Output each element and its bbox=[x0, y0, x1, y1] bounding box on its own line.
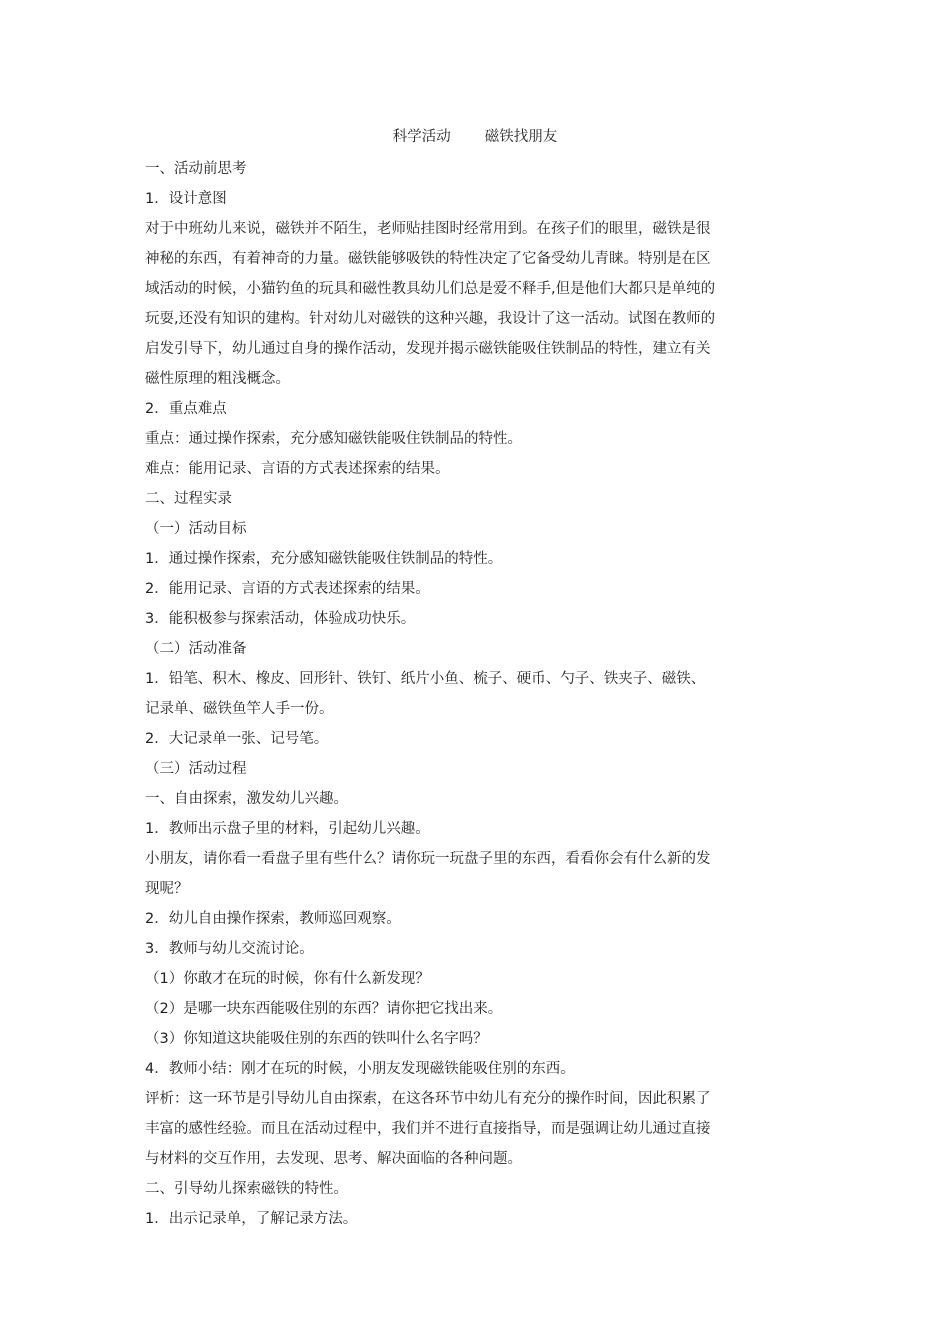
text-line: 与材料的交互作用，去发现、思考、解决面临的各种问题。 bbox=[145, 1151, 522, 1167]
title-subject: 科学活动 bbox=[392, 129, 451, 145]
text-line: 1．铅笔、积木、橡皮、回形针、铁钉、纸片小鱼、梳子、硬币、勺子、铁夹子、磁铁、 bbox=[145, 671, 706, 687]
text-line: 1．通过操作探索，充分感知磁铁能吸住铁制品的特性。 bbox=[145, 551, 503, 567]
text-line: （2）是哪一块东西能吸住别的东西？请你把它找出来。 bbox=[145, 1001, 503, 1017]
text-line: 域活动的时候，小猫钓鱼的玩具和磁性教具幼儿们总是爱不释手,但是他们大都只是单纯的 bbox=[145, 281, 716, 297]
document-body bbox=[145, 154, 807, 1234]
text-line: 玩耍,还没有知识的建构。针对幼儿对磁铁的这种兴趣，我设计了这一活动。试图在教师的 bbox=[145, 311, 716, 327]
text-line: （一）活动目标 bbox=[145, 521, 247, 537]
text-line: （三）活动过程 bbox=[145, 761, 247, 777]
text-line: （1）你敢才在玩的时候，你有什么新发现？ bbox=[145, 971, 430, 987]
text-line: 神秘的东西，有着神奇的力量。磁铁能够吸铁的特性决定了它备受幼儿青睐。特别是在区 bbox=[145, 251, 711, 267]
text-line: 二、引导幼儿探索磁铁的特性。 bbox=[145, 1181, 348, 1197]
document-title bbox=[0, 126, 950, 148]
text-line: 2．大记录单一张、记号笔。 bbox=[145, 731, 329, 747]
text-line: 1．出示记录单，了解记录方法。 bbox=[145, 1211, 358, 1227]
text-line: 对于中班幼儿来说，磁铁并不陌生，老师贴挂图时经常用到。在孩子们的眼里，磁铁是很 bbox=[145, 221, 711, 237]
text-line: 启发引导下，幼儿通过自身的操作活动，发现并揭示磁铁能吸住铁制品的特性，建立有关 bbox=[145, 341, 711, 357]
text-line: 一、活动前思考 bbox=[145, 161, 247, 177]
text-line: 评析：这一环节是引导幼儿自由探索，在这各环节中幼儿有充分的操作时间，因此积累了 bbox=[145, 1091, 711, 1107]
text-line: 重点：通过操作探索，充分感知磁铁能吸住铁制品的特性。 bbox=[145, 431, 522, 447]
text-line: （3）你知道这块能吸住别的东西的铁叫什么名字吗？ bbox=[145, 1031, 488, 1047]
text-line: 2．重点难点 bbox=[145, 401, 227, 417]
text-line: 1．教师出示盘子里的材料，引起幼儿兴趣。 bbox=[145, 821, 430, 837]
text-line: 难点：能用记录、言语的方式表述探索的结果。 bbox=[145, 461, 450, 477]
text-line: 4．教师小结：刚才在玩的时候，小朋友发现磁铁能吸住别的东西。 bbox=[145, 1061, 575, 1077]
text-line: 磁性原理的粗浅概念。 bbox=[145, 371, 290, 387]
text-line: 一、自由探索，激发幼儿兴趣。 bbox=[145, 791, 348, 807]
text-line: 2．幼儿自由操作探索，教师巡回观察。 bbox=[145, 911, 401, 927]
text-line: 记录单、磁铁鱼竿人手一份。 bbox=[145, 701, 334, 717]
text-line: （二）活动准备 bbox=[145, 641, 247, 657]
text-line: 丰富的感性经验。而且在活动过程中，我们并不进行直接指导，而是强调让幼儿通过直接 bbox=[145, 1121, 711, 1137]
text-line: 3．能积极参与探索活动，体验成功快乐。 bbox=[145, 611, 416, 627]
text-line: 现呢？ bbox=[145, 881, 189, 897]
text-line: 1．设计意图 bbox=[145, 191, 227, 207]
text-line: 二、过程实录 bbox=[145, 491, 232, 507]
title-topic: 磁铁找朋友 bbox=[484, 129, 558, 145]
text-line: 2．能用记录、言语的方式表述探索的结果。 bbox=[145, 581, 430, 597]
text-line: 3．教师与幼儿交流讨论。 bbox=[145, 941, 314, 957]
text-line: 小朋友，请你看一看盘子里有些什么？请你玩一玩盘子里的东西，看看你会有什么新的发 bbox=[145, 851, 711, 867]
